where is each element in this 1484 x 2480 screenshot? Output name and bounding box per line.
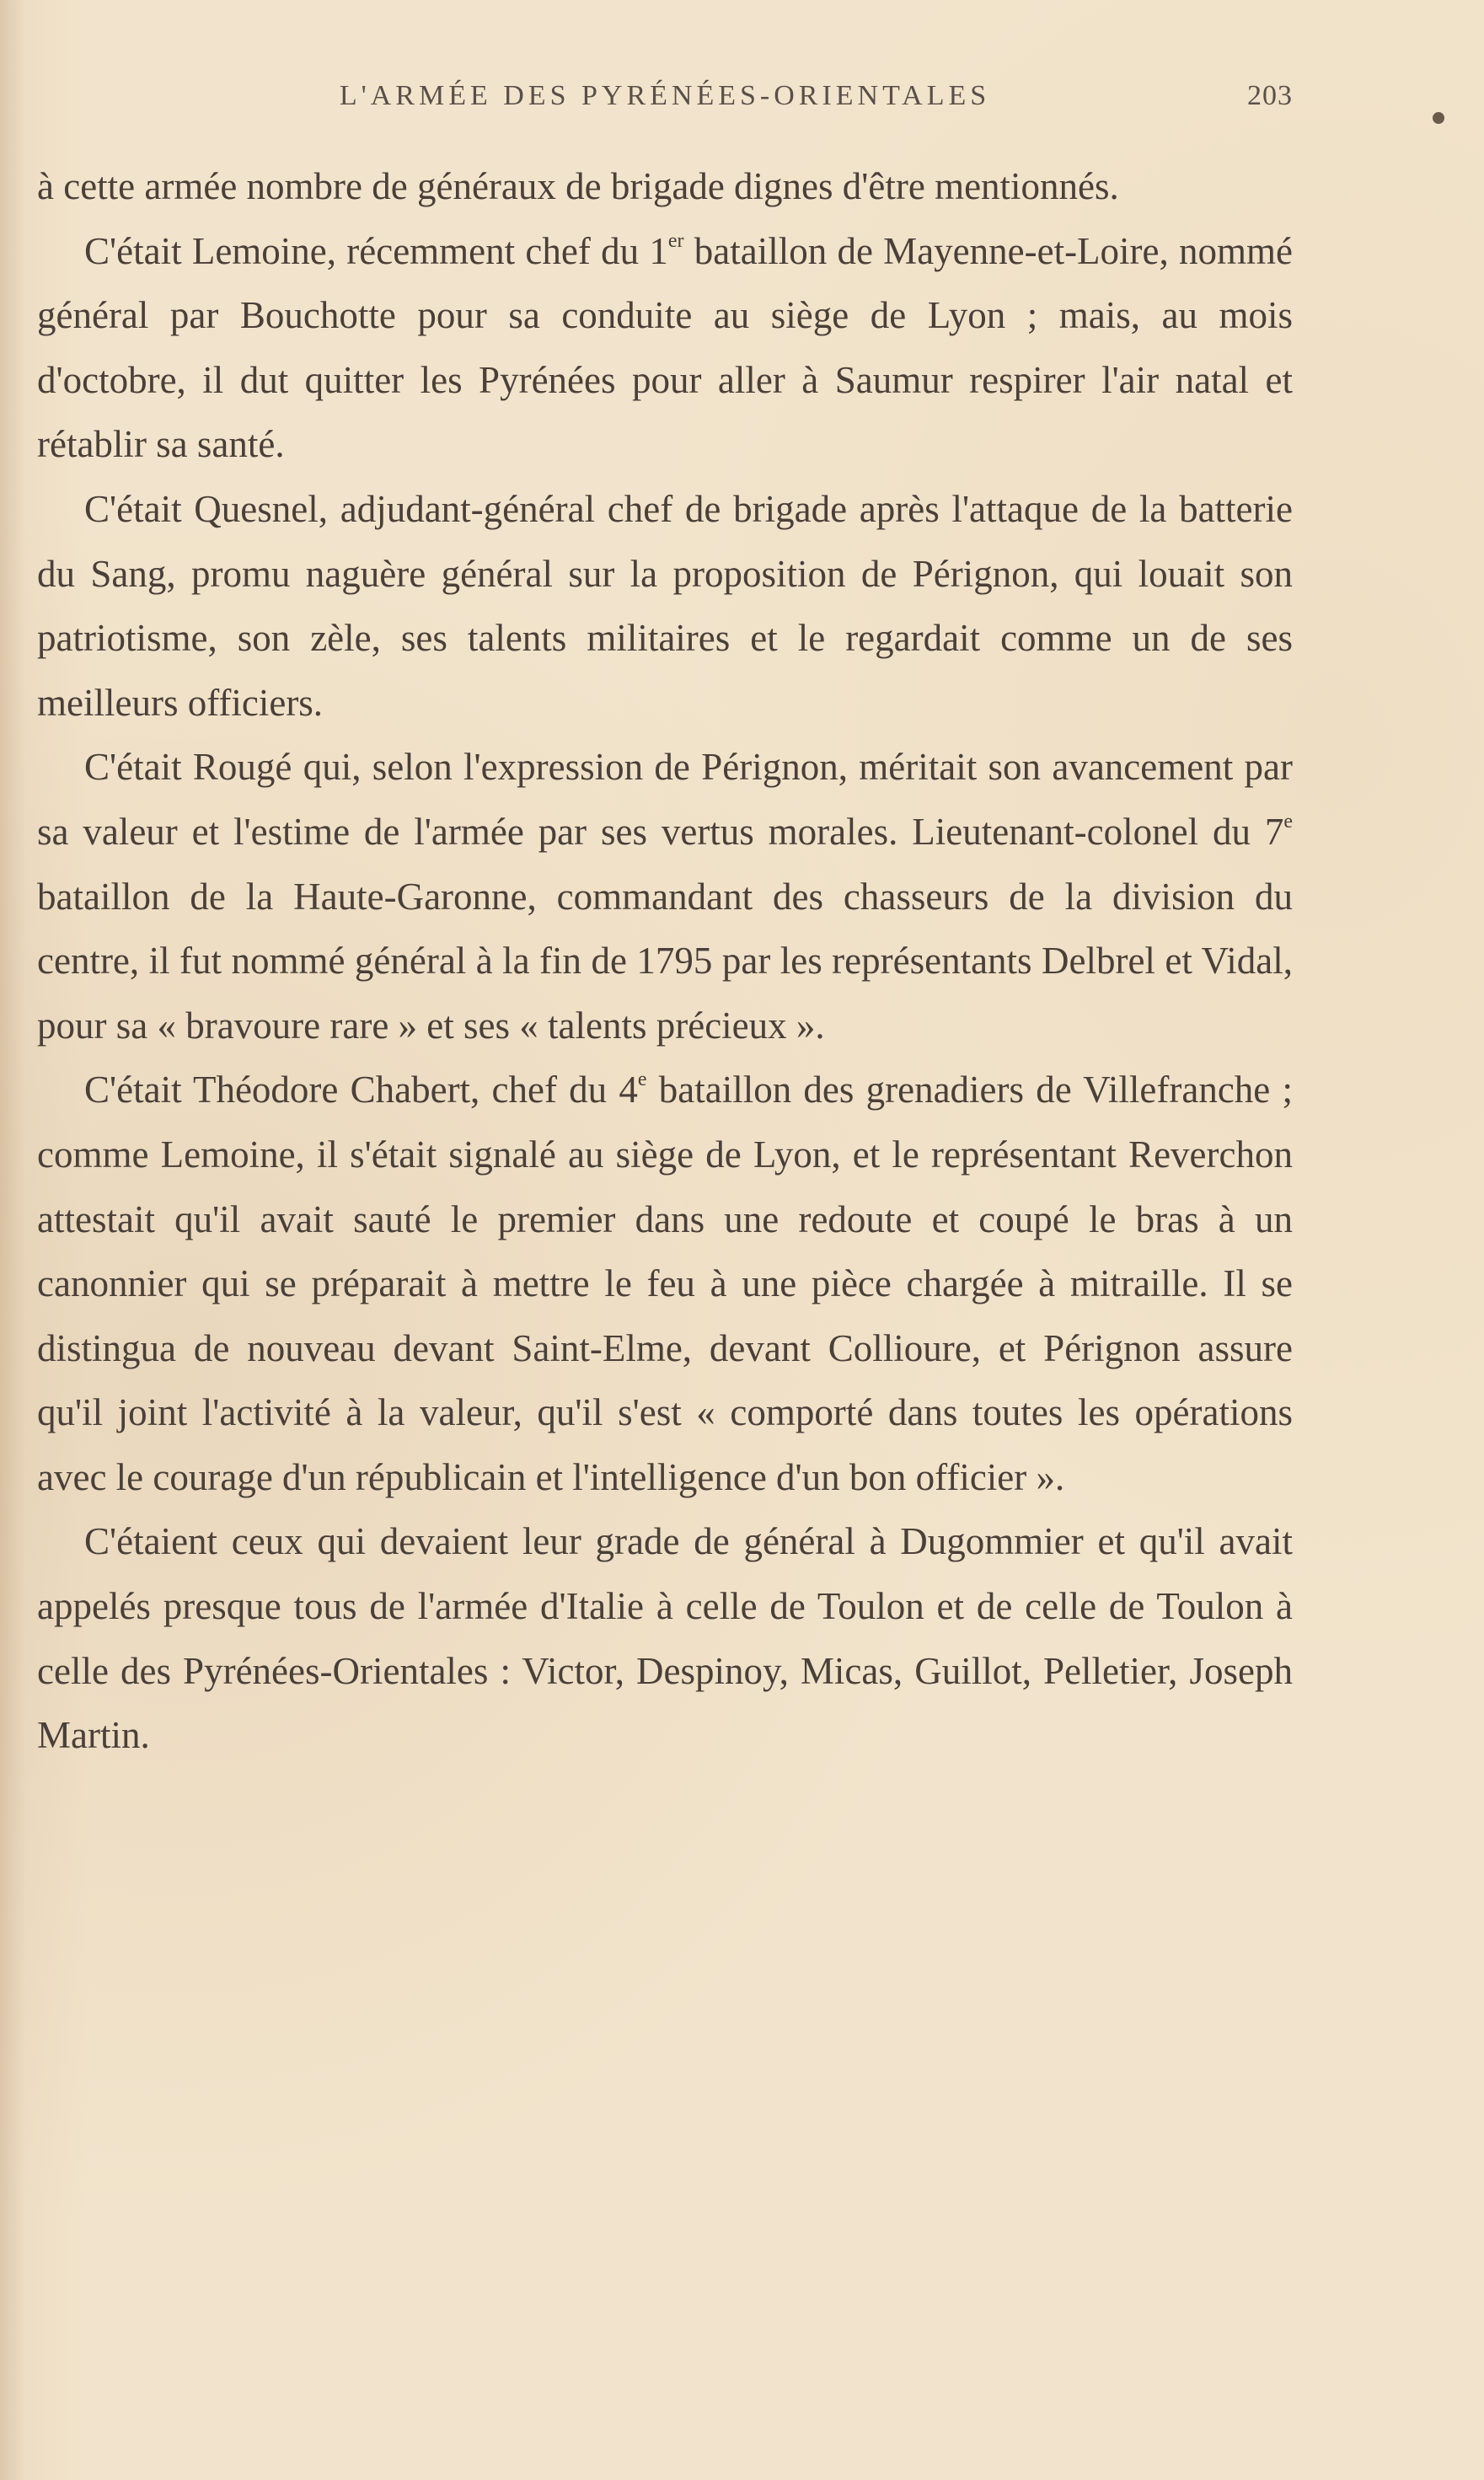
- paragraph: [37, 1509, 1293, 1767]
- text-segment: bataillon de la Haute-Garonne, commandant des chasseurs de la division du centre, il fut nommé général à la fin de 1795 par les représentants Delbrel et Vidal, pour sa « bravoure rare » et ses « talents précieux ».: [37, 875, 1293, 1047]
- text-segment: C'était Lemoine, récemment chef du 1: [84, 229, 668, 272]
- text-segment: C'était Rougé qui, selon l'expression de Pérignon, méritait son avancement par sa valeur et l'estime de l'armée par ses vertus morales. Lieutenant-colonel du 7: [37, 746, 1293, 853]
- text-segment: bataillon des grenadiers de Villefranche ; comme Lemoine, il s'était signalé au siège de Lyon, et le représentant Reverchon attestait qu'il avait sauté le premier dans une redoute et coupé le bras à un canonnier qui se préparait à mettre le feu à une pièce chargée à mitraille. Il se distingua de nouveau devant Saint-Elme, devant Collioure, et Pérignon assure qu'il joint l'activité à la valeur, qu'il s'est « comporté dans toutes les opérations avec le courage d'un républicain et l'intelligence d'un bon officier ».: [37, 1069, 1293, 1498]
- paragraph: [37, 219, 1293, 477]
- superscript: e: [1283, 810, 1293, 833]
- binding-shadow: [0, 0, 25, 2480]
- body-text: [37, 154, 1293, 1768]
- paragraph: [37, 735, 1293, 1058]
- page-number: 203: [1247, 80, 1293, 111]
- text-segment: C'étaient ceux qui devaient leur grade de général à Dugommier et qu'il avait appelés presque tous de l'armée d'Italie à celle de Toulon et de celle de Toulon à celle des Pyrénées-Orientales : Victor, Despinoy, Micas, Guillot, Pelletier, Joseph Martin.: [37, 1520, 1293, 1757]
- ink-dot: [1433, 112, 1444, 124]
- book-page: [37, 80, 1293, 1768]
- text-segment: C'était Quesnel, adjudant-général chef de brigade après l'attaque de la batterie du Sang, promu naguère général sur la proposition de Pérignon, qui louait son patriotisme, son zèle, ses talents militaires et le regardait comme un de ses meilleurs officiers.: [37, 487, 1293, 724]
- paragraph: [37, 1058, 1293, 1509]
- text-segment: bataillon de Mayenne-et-Loire, nommé général par Bouchotte pour sa conduite au siège de Lyon ; mais, au mois d'octobre, il dut quitter les Pyrénées pour aller à Saumur respirer l'air natal et rétablir sa santé.: [37, 229, 1293, 466]
- superscript: er: [667, 229, 684, 252]
- text-segment: à cette armée nombre de généraux de brigade dignes d'être mentionnés.: [37, 165, 1119, 207]
- paragraph: [37, 154, 1293, 219]
- page-header: [37, 80, 1293, 114]
- superscript: e: [637, 1069, 647, 1091]
- paragraph: [37, 477, 1293, 735]
- text-segment: C'était Théodore Chabert, chef du 4: [84, 1069, 638, 1111]
- running-title: L'ARMÉE DES PYRÉNÉES-ORIENTALES: [339, 80, 991, 111]
